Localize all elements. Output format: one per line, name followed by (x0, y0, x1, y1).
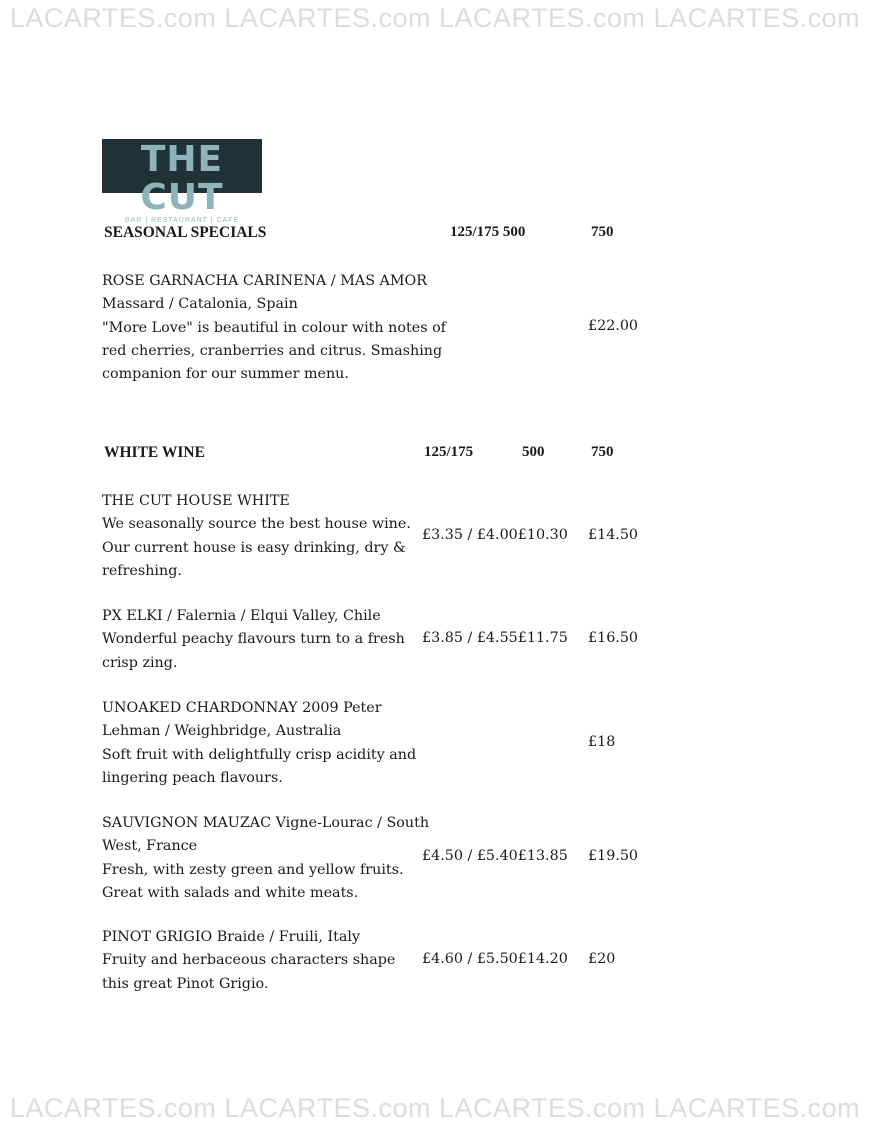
wine-line: refreshing. (102, 562, 182, 579)
white-col-glass-header: 125/175 (424, 444, 474, 460)
white-wine-px-elki (102, 605, 432, 675)
the-cut-logo (102, 139, 262, 224)
wine-line: We seasonally source the best house wine. (102, 516, 411, 533)
wine-line: Soft fruit with delightfully crisp acidity and (102, 746, 417, 763)
wine-line: companion for our summer menu. (102, 366, 349, 383)
bottle-price: £16.50 (588, 630, 639, 646)
white-wine-house-white (102, 490, 432, 583)
glass-and-500-price: £3.85 / £4.55£11.75 (422, 630, 568, 646)
wine-line: Fresh, with zesty green and yellow fruits. (102, 861, 404, 878)
wine-line: crisp zing. (102, 654, 178, 671)
wine-line: UNOAKED CHARDONNAY 2009 Peter (102, 700, 382, 716)
white-col-bottle-header: 750 (591, 444, 614, 460)
white-wine-pinot-grigio (102, 926, 432, 996)
bottle-price: £14.50 (588, 527, 639, 543)
white-wine-heading: WHITE WINE (104, 444, 205, 461)
wine-line: ROSE GARNACHA CARINENA / MAS AMOR (102, 273, 427, 289)
watermark-bottom: LACARTES.com LACARTES.com LACARTES.com LACARTES.com (9, 1093, 861, 1123)
glass-and-500-price: £4.60 / £5.50£14.20 (422, 951, 568, 967)
seasonal-bottle-price: £22.00 (588, 318, 639, 334)
wine-line: this great Pinot Grigio. (102, 975, 269, 992)
white-col-500-header: 500 (522, 444, 545, 460)
wine-line: SAUVIGNON MAUZAC Vigne-Lourac / South (102, 815, 430, 831)
wine-line: PINOT GRIGIO Braide / Fruili, Italy (102, 929, 361, 945)
bottle-price: £19.50 (588, 848, 639, 864)
wine-line: Lehman / Weighbridge, Australia (102, 723, 342, 740)
white-wine-unoaked-chardonnay (102, 697, 432, 790)
wine-line: Massard / Catalonia, Spain (102, 296, 298, 313)
wine-line: lingering peach flavours. (102, 769, 283, 786)
seasonal-specials-heading: SEASONAL SPECIALS (104, 224, 267, 241)
wine-line: PX ELKI / Falernia / Elqui Valley, Chile (102, 608, 381, 624)
seasonal-col-glass-header: 125/175 500 (450, 224, 526, 240)
seasonal-col-bottle-header: 750 (591, 224, 614, 240)
glass-and-500-price: £3.35 / £4.00£10.30 (422, 527, 568, 543)
wine-line: Great with salads and white meats. (102, 884, 359, 901)
wine-line: Our current house is easy drinking, dry & (102, 539, 406, 556)
wine-line: "More Love" is beautiful in colour with notes of (102, 319, 446, 336)
wine-line: Fruity and herbaceous characters shape (102, 952, 396, 969)
wine-line: Wonderful peachy flavours turn to a fresh (102, 631, 405, 648)
wine-line: red cherries, cranberries and citrus. Smashing (102, 342, 443, 359)
seasonal-wine-rose-garnacha (102, 270, 446, 386)
bottle-price: £18 (588, 734, 616, 750)
white-wine-sauvignon-mauzac (102, 812, 432, 905)
watermark-top: LACARTES.com LACARTES.com LACARTES.com LACARTES.com (9, 3, 861, 33)
logo-title: THE CUT (140, 139, 224, 218)
wine-line: West, France (102, 838, 198, 855)
wine-line: THE CUT HOUSE WHITE (102, 493, 290, 509)
glass-and-500-price: £4.50 / £5.40£13.85 (422, 848, 568, 864)
logo-subtitle: BAR | RESTAURANT | CAFÉ (124, 217, 240, 224)
bottle-price: £20 (588, 951, 616, 967)
